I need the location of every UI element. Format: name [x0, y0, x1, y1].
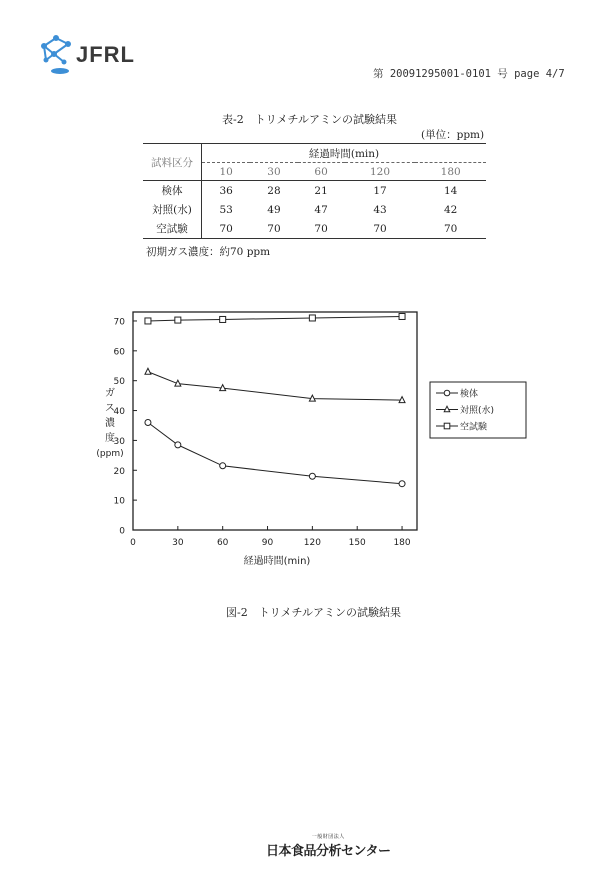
legend-label: 検体: [460, 389, 479, 400]
initial-gas-concentration-note: 初期ガス濃度：約70 ppm: [146, 246, 271, 258]
y-tick-label: 30: [113, 436, 125, 447]
x-tick-label: 150: [348, 538, 366, 548]
y-tick-label: 20: [113, 466, 125, 477]
data-point-square: [175, 317, 181, 323]
table-cell: 70: [373, 222, 387, 235]
plot-frame: [133, 312, 417, 530]
time-point-cell: 120: [345, 163, 416, 181]
y-tick-label: 70: [113, 317, 125, 328]
y-axis-label: ガ: [105, 388, 115, 399]
y-tick-label: 40: [113, 407, 125, 418]
document-number: 第 20091295001-0101 号 page 4/7: [373, 68, 565, 80]
y-tick-label: 10: [113, 496, 125, 507]
row-label: 検体: [143, 181, 202, 201]
data-point-circle: [220, 463, 226, 469]
table-title: 表-2 トリメチルアミンの試験結果: [222, 113, 397, 126]
x-tick-label: 60: [216, 538, 229, 548]
elapsed-time-header: 経過時間(min): [308, 147, 380, 160]
series-line: [148, 316, 402, 320]
legend-label: 空試験: [460, 422, 488, 433]
time-point-cell: 60: [298, 163, 345, 181]
table-cell: 17: [345, 181, 416, 201]
row-label: 対照(水): [143, 200, 202, 219]
y-axis-label: ス: [105, 403, 115, 414]
data-point-circle: [175, 442, 181, 448]
data-point-square: [145, 318, 151, 324]
table-cell: 70: [443, 222, 458, 235]
data-point-square: [309, 315, 315, 321]
legend-label: 対照(水): [460, 406, 495, 416]
series-line: [148, 372, 402, 400]
table-cell: 42: [443, 203, 458, 216]
table-cell: 47: [314, 203, 328, 216]
y-tick-label: 0: [119, 526, 125, 537]
table-cell: 53: [219, 203, 233, 216]
y-axis-label: (ppm): [96, 449, 124, 459]
data-point-circle: [309, 473, 315, 479]
x-tick-label: 90: [261, 538, 274, 548]
y-tick-label: 50: [113, 377, 125, 388]
table-cell: 36: [202, 181, 251, 201]
y-tick-label: 60: [113, 347, 125, 358]
series-line: [148, 422, 402, 483]
footer-small-text: 一般財団法人: [311, 834, 345, 840]
y-axis-label: 度: [105, 433, 115, 444]
logo-text: JFRL: [76, 42, 135, 67]
y-axis-label: 濃: [105, 418, 115, 429]
table-cell: 43: [373, 203, 387, 216]
x-tick-label: 180: [393, 538, 411, 548]
row-label: 空試験: [143, 219, 202, 239]
time-point-cell: 10: [202, 163, 251, 181]
time-point-cell: 30: [250, 163, 297, 181]
table-cell: 70: [267, 222, 281, 235]
data-point-circle: [444, 390, 450, 396]
table-cell: 70: [219, 222, 233, 235]
table-cell: 21: [298, 181, 345, 201]
x-tick-label: 0: [130, 538, 136, 548]
data-point-triangle: [145, 368, 151, 374]
footer-org-name: 日本食品分析センター: [266, 844, 391, 859]
x-tick-label: 120: [303, 538, 321, 548]
data-point-circle: [145, 419, 151, 425]
time-point-cell: 180: [415, 163, 486, 181]
table-cell: 28: [250, 181, 297, 201]
table-unit: (単位：ppm): [421, 129, 485, 141]
footer-organization-logo: [266, 833, 390, 859]
table-cell: 70: [314, 222, 328, 235]
data-point-square: [220, 316, 226, 322]
data-point-circle: [399, 481, 405, 487]
table-cell: 49: [267, 203, 281, 216]
x-axis-label: 経過時間(min): [243, 556, 311, 567]
data-point-square: [399, 313, 405, 319]
x-tick-label: 30: [172, 538, 184, 548]
table-cell: 14: [415, 181, 486, 201]
sample-category-header: 試料区分: [143, 144, 202, 181]
data-point-square: [444, 423, 450, 429]
figure-caption: 図-2 トリメチルアミンの試験結果: [226, 606, 401, 619]
